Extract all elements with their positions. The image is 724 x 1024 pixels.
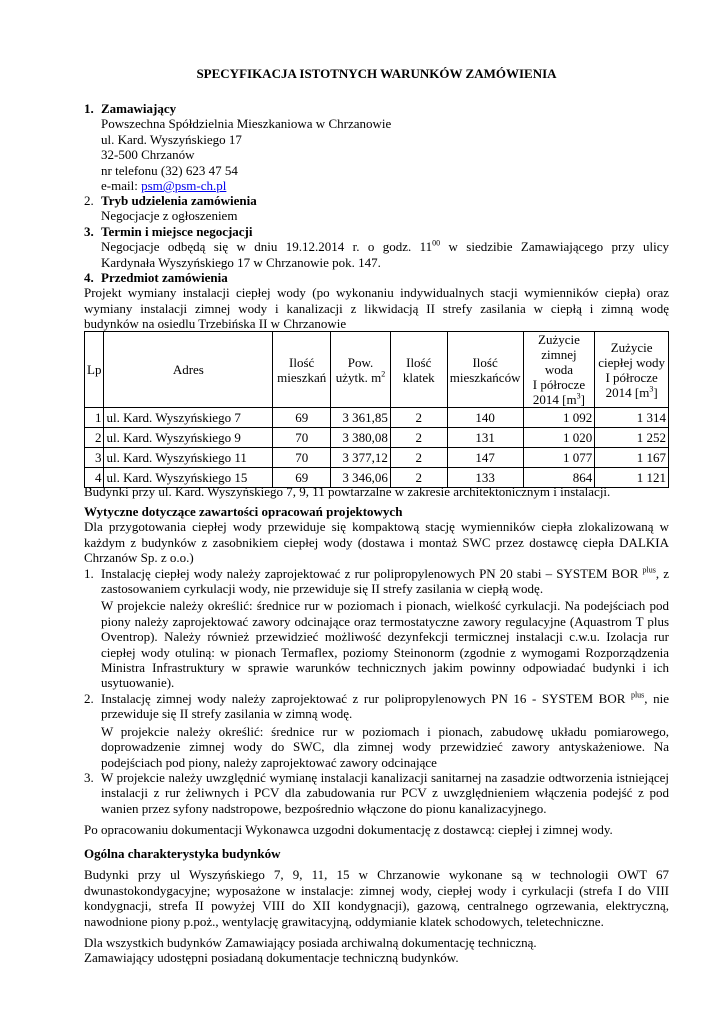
cell-mieszkancow: 131 xyxy=(447,428,523,448)
cell-ciepla: 1 252 xyxy=(595,428,669,448)
cell-klatek: 2 xyxy=(390,468,447,488)
section-text: Projekt wymiany instalacji ciepłej wody (po wykonaniu indywidualnych stacji wymienników ciepła) oraz xyxy=(84,285,669,301)
document-title: SPECYFIKACJA ISTOTNYCH WARUNKÓW ZAMÓWIENIA xyxy=(196,66,557,81)
header-adres: Adres xyxy=(104,332,273,408)
header-text: mieszkańców xyxy=(449,369,521,385)
superscript: 3 xyxy=(649,384,654,394)
address-line: 32-500 Chrzanów xyxy=(101,147,195,163)
section-text: budynków na osiedlu Trzebińska II w Chrzanowie xyxy=(84,316,347,332)
address-line: Powszechna Spółdzielnia Mieszkaniowa w Chrzanowie xyxy=(101,116,392,132)
spec-table-wrap xyxy=(84,331,669,488)
cell-mieszkan: 70 xyxy=(273,428,331,448)
header-ilosc-mieszkan xyxy=(273,332,331,408)
header-text: klatek xyxy=(402,369,435,385)
cell-mieszkancow: 133 xyxy=(447,468,523,488)
header-zuzycie-cieplej xyxy=(595,332,669,408)
header-text: ] xyxy=(653,384,658,400)
list-text xyxy=(101,691,669,722)
cell-lp: 4 xyxy=(85,468,104,488)
list-item xyxy=(84,566,669,691)
cell-mieszkancow: 140 xyxy=(447,408,523,428)
header-ilosc-mieszkancow xyxy=(447,332,523,408)
cell-adres: ul. Kard. Wyszyńskiego 7 xyxy=(104,408,273,428)
section-termin xyxy=(84,224,669,270)
table-row xyxy=(85,428,669,448)
cell-adres: ul. Kard. Wyszyńskiego 15 xyxy=(104,468,273,488)
header-ilosc-klatek xyxy=(390,332,447,408)
section-heading: Termin i miejsce negocjacji xyxy=(101,224,253,239)
list-item xyxy=(84,770,669,816)
cell-zimna: 1 077 xyxy=(523,448,595,468)
cell-adres: ul. Kard. Wyszyńskiego 11 xyxy=(104,448,273,468)
section-text: Kardynała Wyszyńskiego 17 w Chrzanowie pok. 147. xyxy=(101,254,381,270)
final-note: Dla wszystkich budynków Zamawiający posiada archiwalną dokumentację techniczną. xyxy=(84,935,537,950)
spec-table xyxy=(84,331,669,488)
cell-mieszkan: 69 xyxy=(273,408,331,428)
list-number: 3. xyxy=(84,769,94,785)
cell-lp: 2 xyxy=(85,428,104,448)
header-text: 2014 [m xyxy=(605,384,650,400)
section-number: 4. xyxy=(84,270,94,285)
list-number: 2. xyxy=(84,690,94,706)
section-heading: Wytyczne dotyczące zawartości opracowań projektowych xyxy=(84,504,403,519)
cell-pow: 3 377,12 xyxy=(331,448,391,468)
cell-lp: 3 xyxy=(85,448,104,468)
list-text xyxy=(101,566,669,597)
superscript: 00 xyxy=(432,239,441,249)
cell-mieszkan: 69 xyxy=(273,468,331,488)
header-text: I półrocze xyxy=(532,377,586,392)
text-part: w siedzibie Zamawiającego przy ulicy xyxy=(440,239,669,255)
header-powierzchnia xyxy=(331,332,391,408)
header-text: Ilość xyxy=(289,354,315,370)
header-zuzycie-zimnej xyxy=(523,332,595,408)
cell-ciepla: 1 121 xyxy=(595,468,669,488)
section-number: 2. xyxy=(84,193,94,208)
cell-mieszkan: 70 xyxy=(273,448,331,468)
section-heading: Tryb udzielenia zamówienia xyxy=(101,193,257,208)
address-line: ul. Kard. Wyszyńskiego 17 xyxy=(101,131,242,147)
cell-ciepla: 1 167 xyxy=(595,448,669,468)
cell-zimna: 1 092 xyxy=(523,408,595,428)
cell-ciepla: 1 314 xyxy=(595,408,669,428)
cell-klatek: 2 xyxy=(390,448,447,468)
list-text: W projekcie należy określić: średnice rur w poziomach i pionach, zabudowę układu pomiarowego, doprowadzenie zimnej wody do SWC, dla zimnej wody przewidzieć zawory antyskażeniowe. Na podejściach pod piony, należy zaprojektować zawory odcinające xyxy=(101,723,669,770)
list-text: W projekcie należy uwzględnić wymianę instalacji kanalizacji sanitarnej na zasadzie odtworzenia istniejącej instalacji z rur żeliwnych i PCV dla zabudowania rur PCV z uwzględnieniem włączenia podejść z pod wanien przez syfony nadstropowe, bezpośrednio włączone do pionu kanalizacyjnego. xyxy=(101,769,669,816)
after-table-note: Budynki przy ul. Kard. Wyszyńskiego 7, 9, 11 powtarzalne w zakresie architektonicznym i instalacji. xyxy=(84,484,611,499)
section-text: wymiany instalacji zimnej wody i kanalizacji z likwidacją II strefy zasilania w ciepłą i zimną wodę xyxy=(84,300,669,316)
superscript: plus xyxy=(630,690,645,700)
superscript: plus xyxy=(642,565,656,575)
cell-lp: 1 xyxy=(85,408,104,428)
table-row xyxy=(85,448,669,468)
email-label: e-mail: xyxy=(101,178,142,194)
header-text: Ilość xyxy=(406,354,432,370)
text-part: Instalację zimnej wody należy zaprojektować z rur polipropylenowych PN 16 - SYSTEM BOR xyxy=(101,690,631,706)
cell-adres: ul. Kard. Wyszyńskiego 9 xyxy=(104,428,273,448)
cell-zimna: 1 020 xyxy=(523,428,595,448)
final-notes xyxy=(84,935,669,966)
section-number: 1. xyxy=(84,101,94,116)
header-text: Zużycie xyxy=(610,339,653,355)
text-part: , nie przewiduje się II strefy zasilania w zimną wodę. xyxy=(101,690,669,722)
header-text: I półrocze xyxy=(605,369,658,385)
cell-zimna: 864 xyxy=(523,468,595,488)
list-text: W projekcie należy określić: średnice rur w poziomach i pionach, wielkość cyrkulacji. Na podejściach pod piony należy zaprojektować zawory odcinające oraz termostatyczne zawory regulacyjne (Aquastrom T plus Oventrop). Należy również przewidzieć możliwość dezynfekcji termicznej instalacji c.w.u. Izolacja rur ciepłej wody otuliną: w pionach Termaflex, poziomy Steinonorm (zgodnie z wymogami Rozporządzenia Ministra Infrastruktury w sprawie warunków technicznych jakim powinny odpowiadać budynki i ich usytuowanie). xyxy=(101,598,669,691)
text-part: Instalację ciepłej wody należy zaprojektować z rur polipropylenowych PN 20 stabi – SYSTEM BOR xyxy=(101,565,643,581)
header-lp: Lp xyxy=(85,332,104,408)
coordination-note: Po opracowaniu dokumentacji Wykonawca uzgodni dokumentację z dostawcą: ciepłej i zimnej wody. xyxy=(84,822,613,837)
table-header-row xyxy=(85,332,669,408)
section-zamawiajacy xyxy=(84,101,669,193)
cell-pow: 3 346,06 xyxy=(331,468,391,488)
cell-klatek: 2 xyxy=(390,408,447,428)
phone-line: nr telefonu (32) 623 47 54 xyxy=(101,162,238,178)
table-row xyxy=(85,408,669,428)
cell-pow: 3 361,85 xyxy=(331,408,391,428)
section-heading: Ogólna charakterystyka budynków xyxy=(84,846,281,861)
header-text: 2014 [m xyxy=(532,392,577,407)
section-heading: Przedmiot zamówienia xyxy=(101,270,228,285)
cell-pow: 3 380,08 xyxy=(331,428,391,448)
section-wytyczne xyxy=(84,504,669,816)
section-text: Dla przygotowania ciepłej wody przewiduje się kompaktową stację wymienników ciepła zlokalizowaną w każdym z budynków z zasobnikiem ciepłej wody (dostawa i montaż SWC przez dostawcę ciepła DALKIA Chrzanów Sp. z o.o.) xyxy=(84,519,669,566)
email-line xyxy=(84,178,669,193)
list-number: 1. xyxy=(84,565,94,581)
final-note: Zamawiający udostępni posiadaną dokumentacje techniczną budynków. xyxy=(84,950,459,966)
text-part: , z zastosowaniem cyrkulacji wody, nie przewiduje się II strefy zasilania w ciepłą wodę. xyxy=(101,565,669,597)
section-number: 3. xyxy=(84,224,94,239)
section-text: Budynki przy ul Wyszyńskiego 7, 9, 11, 15 w Chrzanowie wykonane są w technologii OWT 67 dwunastokondygacyjne; wyposażone w instalacje: zimnej wody, ciepłej wody i cyrkulacji (strefa I do VIII kondygnacji, strefa II powyżej VIII do XII kondygnacji), gazową, centralnego ogrzewania, elektryczną, nawodnione piony p.poż., wentylację grawitacyjną, oddymianie klatek schodowych, teletechniczne. xyxy=(84,867,669,929)
list-item xyxy=(84,691,669,770)
superscript: 2 xyxy=(381,369,386,379)
header-text: Pow. xyxy=(347,354,374,370)
header-text: ciepłej wody xyxy=(598,354,666,370)
email-link[interactable]: psm@psm-ch.pl xyxy=(141,178,227,194)
header-text: zimnej woda xyxy=(541,347,577,377)
section-tryb xyxy=(84,193,669,224)
header-text: ] xyxy=(580,392,585,407)
cell-klatek: 2 xyxy=(390,428,447,448)
section-ogolna xyxy=(84,846,669,929)
section-przedmiot xyxy=(84,270,669,332)
cell-mieszkancow: 147 xyxy=(447,448,523,468)
header-text: Zużycie xyxy=(538,332,580,347)
header-text: użytk. m xyxy=(335,369,382,385)
section-heading: Zamawiający xyxy=(101,101,177,116)
header-text: Ilość xyxy=(472,354,498,370)
section-text xyxy=(84,239,669,254)
header-text: mieszkań xyxy=(277,369,327,385)
section-text: Negocjacje z ogłoszeniem xyxy=(101,208,238,224)
text-part: Negocjacje odbędą się w dniu 19.12.2014 r. o godz. 11 xyxy=(101,239,433,255)
superscript: 3 xyxy=(576,391,581,401)
guideline-list xyxy=(84,566,669,817)
